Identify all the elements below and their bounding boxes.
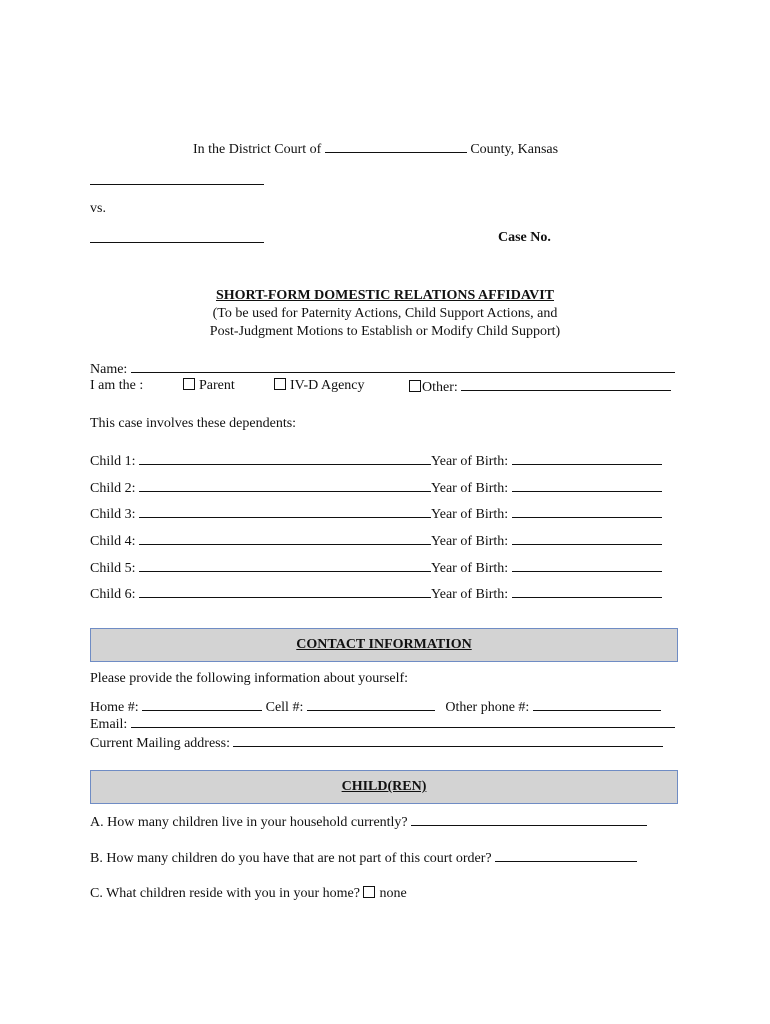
dependents-intro: This case involves these dependents: (90, 416, 297, 431)
child-row (90, 559, 662, 577)
child-row (90, 585, 662, 603)
year-label: Year of Birth: (431, 454, 509, 469)
vs-label: vs. (90, 201, 106, 216)
mailing-row (90, 734, 663, 752)
child-year-field[interactable] (512, 559, 662, 572)
phone-row (90, 698, 661, 716)
child-year-field[interactable] (512, 505, 662, 518)
none-label: none (379, 886, 407, 901)
child-row (90, 505, 662, 523)
petitioner-field[interactable] (90, 172, 264, 185)
form-title: SHORT-FORM DOMESTIC RELATIONS AFFIDAVIT (215, 288, 555, 303)
child-label: Child 5: (90, 561, 136, 576)
cell-phone-field[interactable] (307, 698, 435, 711)
children-heading: CHILD(REN) (90, 770, 678, 804)
year-label: Year of Birth: (431, 561, 509, 576)
question-a-field[interactable] (411, 813, 647, 826)
question-b-text: B. How many children do you have that are not part of this court order? (90, 851, 492, 866)
year-label: Year of Birth: (431, 481, 509, 496)
county-field[interactable] (325, 140, 467, 153)
email-field[interactable] (131, 715, 675, 728)
none-checkbox[interactable] (363, 886, 375, 898)
child-row (90, 532, 662, 550)
child-year-field[interactable] (512, 532, 662, 545)
child-year-field[interactable] (512, 452, 662, 465)
contact-heading: CONTACT INFORMATION (90, 628, 678, 662)
question-a (90, 813, 647, 831)
child-year-field[interactable] (512, 479, 662, 492)
year-label: Year of Birth: (431, 587, 509, 602)
respondent-field[interactable] (90, 230, 264, 243)
email-label: Email: (90, 717, 128, 732)
child-label: Child 3: (90, 507, 136, 522)
contact-intro: Please provide the following information about yourself: (90, 671, 409, 686)
home-label: Home #: (90, 700, 139, 715)
child-label: Child 6: (90, 587, 136, 602)
form-subtitle-1: (To be used for Paternity Actions, Child Support Actions, and (212, 306, 558, 321)
court-heading (193, 140, 558, 158)
name-field[interactable] (131, 360, 675, 373)
child-label: Child 2: (90, 481, 136, 496)
mailing-address-field[interactable] (233, 734, 663, 747)
role-row (90, 378, 690, 394)
child-name-field[interactable] (139, 585, 431, 598)
question-a-text: A. How many children live in your household currently? (90, 815, 408, 830)
child-year-field[interactable] (512, 585, 662, 598)
child-name-field[interactable] (139, 559, 431, 572)
child-label: Child 4: (90, 534, 136, 549)
option-other[interactable]: Other: (409, 378, 671, 396)
other-phone-label: Other phone #: (445, 700, 530, 715)
year-label: Year of Birth: (431, 534, 509, 549)
other-field[interactable] (461, 378, 671, 391)
parent-checkbox[interactable] (183, 378, 195, 390)
child-row (90, 452, 662, 470)
court-suffix: County, Kansas (470, 142, 559, 157)
home-phone-field[interactable] (142, 698, 262, 711)
ivd-checkbox[interactable] (274, 378, 286, 390)
other-checkbox[interactable] (409, 380, 421, 392)
case-no-label: Case No. (498, 230, 551, 245)
iam-label: I am the : (90, 378, 144, 393)
year-label: Year of Birth: (431, 507, 509, 522)
other-phone-field[interactable] (533, 698, 661, 711)
cell-label: Cell #: (265, 700, 304, 715)
child-name-field[interactable] (139, 532, 431, 545)
child-row (90, 479, 662, 497)
mailing-label: Current Mailing address: (90, 736, 230, 751)
name-row (90, 360, 675, 378)
child-name-field[interactable] (139, 452, 431, 465)
form-subtitle-2: Post-Judgment Motions to Establish or Modify Child Support) (209, 324, 561, 339)
question-c-text: C. What children reside with you in your home? (90, 886, 360, 901)
email-row (90, 715, 675, 733)
option-ivd[interactable]: IV-D Agency (274, 378, 365, 394)
child-name-field[interactable] (139, 479, 431, 492)
court-prefix: In the District Court of (193, 142, 322, 157)
option-parent[interactable]: Parent (183, 378, 235, 394)
question-b-field[interactable] (495, 849, 637, 862)
question-b (90, 849, 637, 867)
child-label: Child 1: (90, 454, 136, 469)
name-label: Name: (90, 362, 128, 377)
child-name-field[interactable] (139, 505, 431, 518)
question-c (90, 886, 407, 902)
